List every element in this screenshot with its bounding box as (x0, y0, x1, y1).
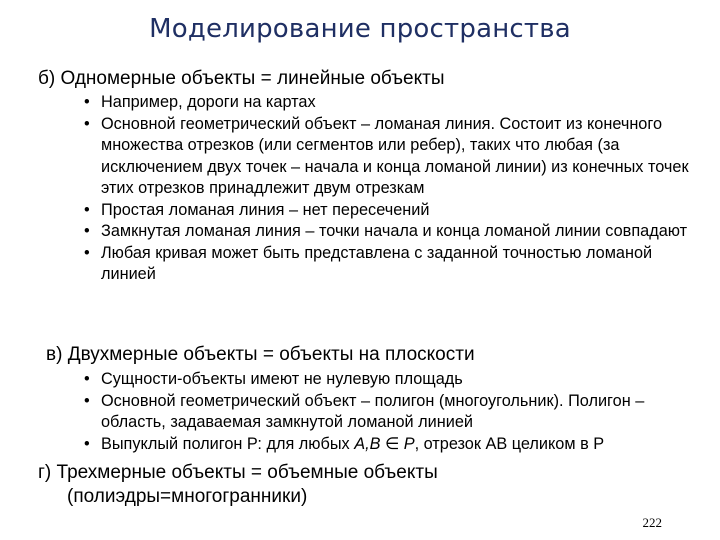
list-item: • Основной геометрический объект – ломаная линия. Состоит из конечного множества отрезков (или сегментов или ребер), таких что любая (за исключением двух точек – начала и конца ломаной линии) из конечных точек этих отрезков принадлежит двум отрезкам (84, 114, 694, 200)
section-heading-3d: г) Трехмерные объекты = объемные объекты (38, 462, 438, 483)
bullet-list-2d (84, 369, 699, 455)
section-heading-2d: в) Двухмерные объекты = объекты на плоскости (46, 344, 475, 365)
list-item: • Замкнутая ломаная линия – точки начала и конца ломаной линии совпадают (84, 221, 694, 243)
bullet-list-1d (84, 92, 694, 286)
list-item: • Любая кривая может быть представлена с заданной точностью ломаной линией (84, 243, 694, 286)
element-of-symbol: ∈ (380, 434, 404, 453)
convex-prefix: Выпуклый полигон Р: для любых (101, 434, 355, 453)
list-item (84, 434, 699, 456)
section-heading-1d: б) Одномерные объекты = линейные объекты (38, 68, 445, 89)
section-heading-3d-sub: (полиэдры=многогранники) (67, 486, 308, 507)
list-item: • Простая ломаная линия – нет пересечений (84, 200, 694, 222)
page-number: 222 (642, 515, 662, 530)
convex-suffix: , отрезок АВ целиком в Р (414, 434, 605, 453)
list-item: • Основной геометрический объект – полигон (многоугольник). Полигон – область, задаваемая замкнутой ломаной линией (84, 391, 699, 434)
slide-title: Моделирование пространства (149, 14, 571, 44)
convex-set: P (403, 434, 415, 453)
convex-vars: A,B (354, 434, 381, 453)
list-item: • Сущности-объекты имеют не нулевую площадь (84, 369, 699, 391)
list-item: • Например, дороги на картах (84, 92, 694, 114)
